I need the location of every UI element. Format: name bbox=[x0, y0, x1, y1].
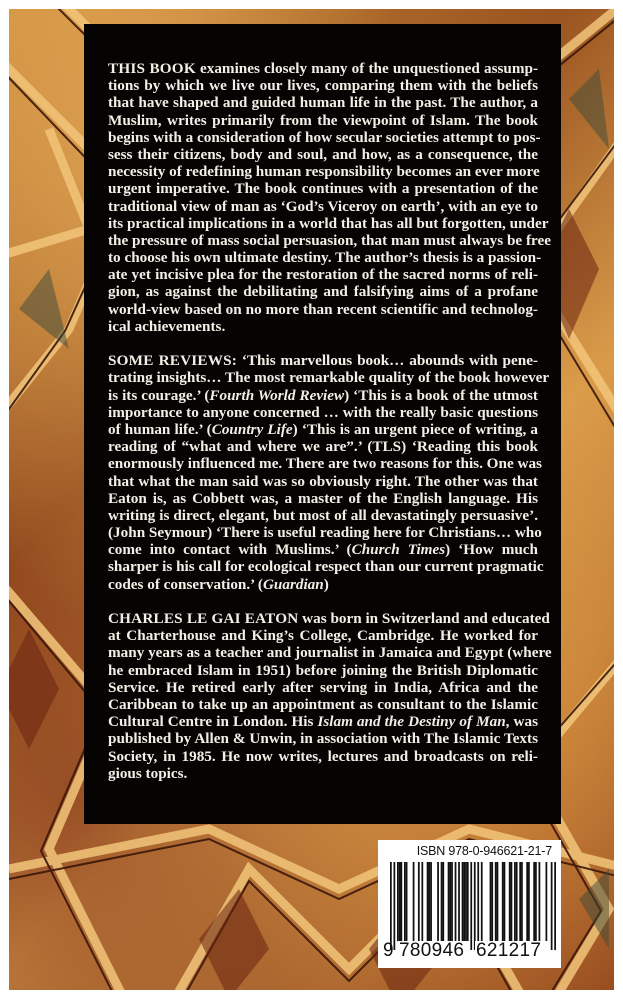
barcode-bar bbox=[448, 862, 450, 941]
text-line bbox=[108, 679, 538, 696]
text-line bbox=[108, 765, 538, 782]
text-line bbox=[108, 748, 538, 765]
barcode-bar bbox=[406, 862, 408, 941]
text-line bbox=[108, 301, 538, 318]
line-text: writing is direct, elegant, but most of all devastatingly persuasive’. bbox=[108, 506, 538, 524]
barcode-bar bbox=[481, 862, 483, 941]
barcode-bar bbox=[551, 862, 553, 950]
italic-title: Guardian bbox=[262, 575, 324, 593]
line-text: gious topics. bbox=[108, 764, 188, 782]
line-text: come into contact with Muslims.’ ( bbox=[108, 541, 352, 559]
barcode-bar bbox=[509, 862, 511, 941]
line-text: sess their citizens, body and soul, and how, as a consequence, the bbox=[108, 145, 538, 163]
line-text: of human life.’ ( bbox=[108, 420, 212, 438]
barcode-bar bbox=[397, 862, 399, 941]
text-line bbox=[108, 730, 538, 747]
text-line bbox=[108, 662, 538, 679]
barcode-bar bbox=[413, 862, 415, 941]
barcode-bar bbox=[399, 862, 401, 941]
barcode-bar bbox=[533, 862, 535, 941]
line-text: he embraced Islam in 1951) before joining the British Diplomatic bbox=[108, 661, 538, 679]
text-line bbox=[108, 644, 552, 662]
line-text: (John Seymour) ‘There is useful reading here for Christians… who bbox=[108, 524, 542, 542]
line-text: necessity of redefining human responsibility becomes an ever more bbox=[108, 163, 540, 181]
barcode-bar bbox=[528, 862, 530, 941]
line-text: ical achievements. bbox=[108, 317, 226, 335]
line-text: ate yet incisive plea for the restoration of the sacred norms of reli- bbox=[108, 266, 538, 284]
line-text: begins with a consideration of how secular societies attempt to pos- bbox=[108, 128, 541, 146]
italic-title: Church Times bbox=[351, 541, 446, 559]
barcode-bar bbox=[526, 862, 528, 941]
isbn-barcode-label bbox=[378, 840, 561, 968]
text-line bbox=[108, 180, 538, 197]
barcode-bar bbox=[390, 862, 392, 950]
line-text: ) ‘This is an urgent piece of writing, a bbox=[292, 420, 538, 438]
text-line bbox=[108, 163, 538, 180]
text-line bbox=[108, 455, 542, 473]
text-line bbox=[108, 490, 538, 507]
line-text: ) ‘This is a book of the utmost bbox=[344, 386, 538, 404]
author-bio-paragraph bbox=[108, 610, 552, 782]
barcode-bar bbox=[400, 862, 402, 941]
barcode-bar bbox=[511, 862, 513, 941]
barcode-bar bbox=[516, 862, 518, 941]
blurb-text bbox=[108, 60, 552, 799]
barcode-digits bbox=[378, 940, 561, 966]
barcode-bar bbox=[428, 862, 430, 941]
text-line bbox=[108, 352, 538, 369]
barcode-bar bbox=[477, 862, 479, 941]
barcode-digits-left: 780946 bbox=[399, 940, 465, 961]
barcode-bar bbox=[467, 862, 469, 941]
line-text: was born in Switzerland and educated bbox=[298, 610, 550, 627]
barcode-bar bbox=[465, 862, 467, 941]
barcode-bar bbox=[504, 862, 506, 941]
italic-title: Fourth World Review bbox=[209, 386, 345, 404]
barcode-bar bbox=[421, 862, 423, 941]
isbn-number: ISBN 978-0-946621-21-7 bbox=[416, 844, 552, 858]
text-line bbox=[108, 214, 549, 232]
text-line bbox=[108, 249, 542, 267]
barcode-bar bbox=[514, 862, 516, 941]
line-text: that have shaped and guided human life in the past. The author, a bbox=[108, 94, 538, 112]
text-line bbox=[108, 77, 538, 94]
book-back-cover bbox=[9, 9, 614, 990]
line-text: urgent imperative. The book continues with a presentation of the bbox=[108, 180, 538, 198]
reviews-paragraph bbox=[108, 352, 550, 593]
line-text: ) bbox=[323, 575, 329, 593]
line-text: world-view based on no more than recent scientific and technolog- bbox=[108, 300, 538, 318]
barcode-bar bbox=[490, 862, 492, 941]
line-text: , was bbox=[505, 713, 538, 731]
line-text: many years as a teacher and journalist in Jamaica and Egypt (where bbox=[108, 644, 552, 662]
line-text: trating insights… The most remarkable quality of the book however bbox=[108, 369, 550, 387]
text-line bbox=[108, 627, 538, 644]
line-text: published by Allen & Unwin, in association with The Islamic Texts bbox=[108, 730, 538, 748]
text-line bbox=[108, 128, 541, 146]
barcode-bar bbox=[462, 862, 464, 941]
line-text: reading of “what and where we are”.’ (TLS) ‘Reading this book bbox=[108, 438, 538, 456]
text-line bbox=[108, 507, 538, 524]
barcode-digits-right: 621217 bbox=[476, 940, 542, 961]
barcode-bar bbox=[554, 862, 556, 950]
barcode-bars bbox=[390, 862, 556, 950]
line-text: to choose his own ultimate destiny. The author’s thesis is a passion- bbox=[108, 249, 542, 267]
line-text: importance to anyone concerned … with the really basic questions bbox=[108, 403, 538, 421]
barcode-bar bbox=[470, 862, 472, 950]
text-line bbox=[108, 404, 538, 421]
line-text: that what the man said was so obviously right. The other was that bbox=[108, 472, 538, 490]
text-line bbox=[108, 283, 538, 300]
line-text: Caribbean to take up an appointment as consultant to the Islamic bbox=[108, 695, 538, 713]
barcode-bar bbox=[495, 862, 497, 941]
text-line bbox=[108, 198, 538, 215]
line-text: is its courage.’ ( bbox=[108, 386, 210, 404]
line-text: Society, in 1985. He now writes, lectures and broadcasts on reli- bbox=[108, 747, 538, 765]
line-text: Cultural Centre in London. His bbox=[108, 713, 318, 731]
line-text: the pressure of mass social persuasion, that man must always be free bbox=[108, 231, 551, 249]
barcode-bar bbox=[502, 862, 504, 941]
barcode-bar bbox=[449, 862, 451, 941]
barcode-bar bbox=[539, 862, 541, 941]
barcode-bar bbox=[418, 862, 420, 941]
text-line bbox=[108, 421, 538, 438]
barcode-bar bbox=[404, 862, 406, 941]
barcode-bar bbox=[442, 862, 444, 941]
text-line bbox=[108, 146, 538, 163]
text-line bbox=[108, 713, 538, 730]
text-line bbox=[108, 541, 538, 558]
line-text: codes of conservation.’ ( bbox=[108, 575, 263, 593]
line-text: ) ‘How much bbox=[445, 541, 538, 559]
text-line bbox=[108, 576, 538, 593]
barcode-digit-first: 9 bbox=[383, 940, 394, 961]
barcode-bar bbox=[519, 862, 521, 941]
text-line bbox=[108, 558, 544, 576]
text-line bbox=[108, 473, 538, 490]
text-line bbox=[108, 387, 538, 404]
barcode-bar bbox=[521, 862, 523, 941]
text-line bbox=[108, 318, 538, 335]
barcode-bar bbox=[474, 862, 476, 950]
italic-title: Country Life bbox=[211, 420, 293, 438]
line-text: tions by which we live our lives, comparing them with the beliefs bbox=[108, 77, 538, 95]
text-line bbox=[108, 94, 538, 111]
text-line bbox=[108, 696, 538, 713]
barcode-bar bbox=[491, 862, 493, 941]
text-line bbox=[108, 610, 550, 627]
lead-in-caps: THIS BOOK bbox=[108, 60, 196, 77]
line-text: Service. He retired early after serving in India, Africa and the bbox=[108, 678, 538, 696]
text-line bbox=[108, 112, 538, 129]
text-line bbox=[108, 438, 538, 455]
lead-in-caps: CHARLES LE GAI EATON bbox=[108, 610, 299, 627]
line-text: gion, as against the debilitating and falsifying aims of a profane bbox=[108, 283, 538, 301]
barcode-bar bbox=[458, 862, 460, 941]
book-description-paragraph bbox=[108, 60, 551, 335]
line-text: Muslim, writes primarily from the viewpoint of Islam. The book bbox=[108, 111, 538, 129]
line-text: at Charterhouse and King’s College, Cambridge. He worked for bbox=[108, 627, 538, 645]
barcode-bar bbox=[463, 862, 465, 941]
lead-in-caps: SOME REVIEWS: bbox=[108, 352, 237, 370]
line-text: traditional view of man as ‘God’s Viceroy on earth’, with an eye to bbox=[108, 197, 538, 215]
barcode-bar bbox=[546, 862, 548, 941]
line-text: its practical implications in a world that has all but forgotten, under bbox=[108, 214, 549, 232]
text-line bbox=[108, 524, 542, 542]
line-text: examines closely many of the unquestioned assump- bbox=[195, 60, 539, 77]
text-line bbox=[108, 369, 550, 387]
barcode-bar bbox=[497, 862, 499, 941]
text-line bbox=[108, 60, 538, 77]
text-line bbox=[108, 231, 551, 249]
line-text: ‘This marvellous book… abounds with pene- bbox=[237, 352, 538, 370]
barcode-bar bbox=[430, 862, 432, 941]
line-text: Eaton is, as Cobbett was, a master of the English language. His bbox=[108, 489, 538, 507]
text-line bbox=[108, 266, 538, 283]
barcode-bar bbox=[455, 862, 457, 941]
barcode-bar bbox=[437, 862, 439, 941]
barcode-bar bbox=[535, 862, 537, 941]
line-text: sharper is his call for ecological respect than our current pragmatic bbox=[108, 558, 544, 576]
barcode-bar bbox=[441, 862, 443, 941]
line-text: enormously influenced me. There are two reasons for this. One was bbox=[108, 455, 542, 473]
italic-title: Islam and the Destiny of Man bbox=[317, 713, 506, 731]
barcode-bar bbox=[451, 862, 453, 941]
blurb-panel bbox=[84, 24, 561, 824]
barcode-bar bbox=[393, 862, 395, 950]
barcode-bar bbox=[427, 862, 429, 941]
